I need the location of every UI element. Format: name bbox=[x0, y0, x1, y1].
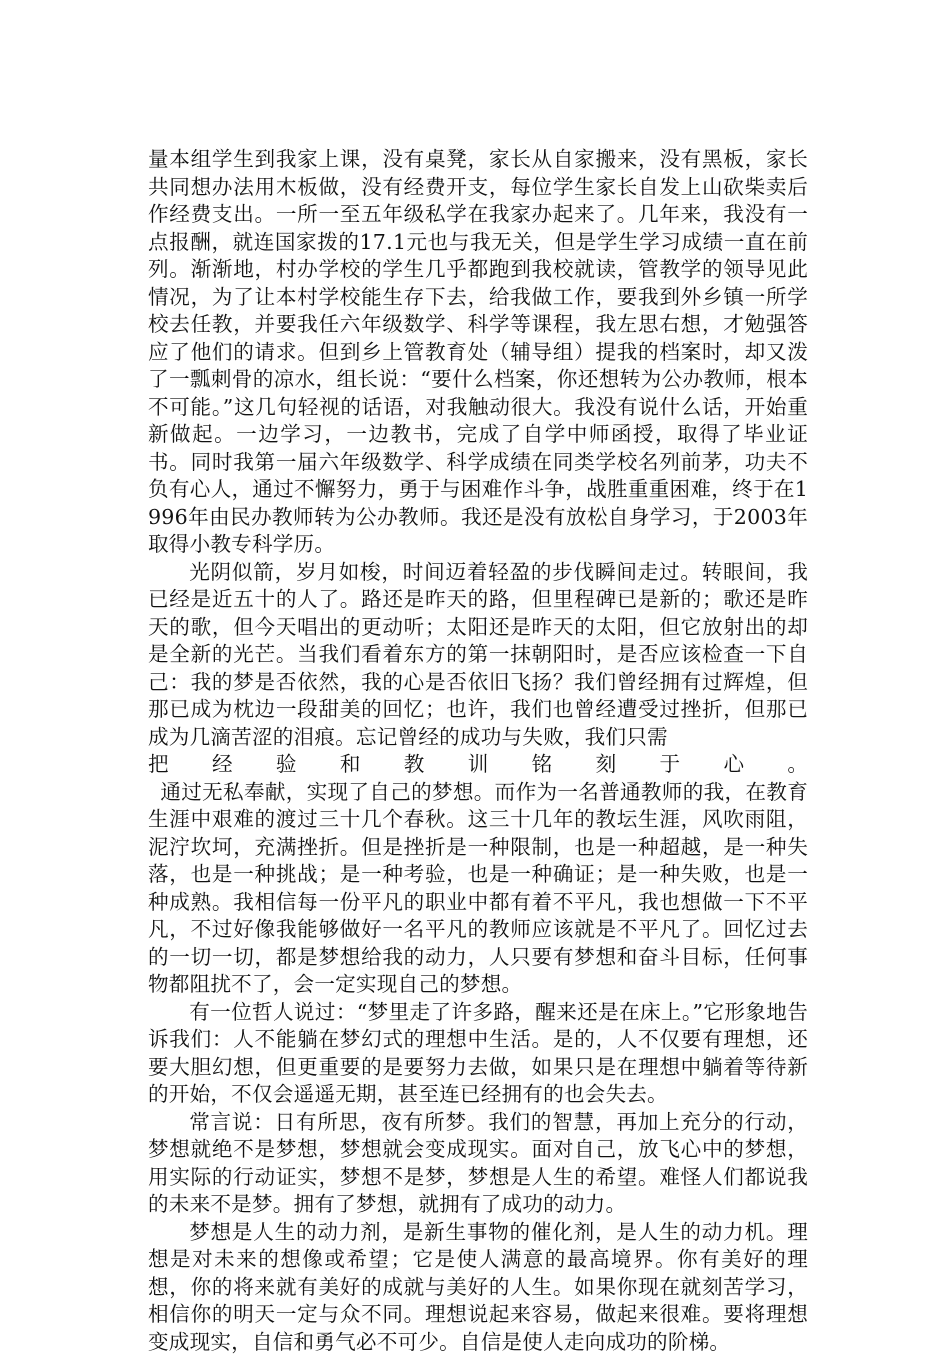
paragraph-6: 梦想是人生的动力剂，是新生事物的催化剂，是人生的动力机。理想是对未来的想像或希望；它是使人满意的最高境界。你有美好的理想，你的将来就有美好的成就与美好的人生。如果你现在就刻苦学习，相信你的明天一定与众不同。理想说起来容易，做起来很难。要将理想变成现实，自信和勇气必不可少。自信是使人走向成功的阶梯。 bbox=[148, 1219, 808, 1356]
paragraph-3: 通过无私奉献，实现了自己的梦想。而作为一名普通教师的我，在教育生涯中艰难的渡过三十几个春秋。这三十几年的教坛生涯，风吹雨阻，泥泞坎坷，充满挫折。但是挫折是一种限制，也是一种超越，是一种失落，也是一种挑战；是一种考验，也是一种确证；是一种失败，也是一种成熟。我相信每一份平凡的职业中都有着不平凡，我也想做一下不平凡，不过好像我能够做好一名平凡的教师应该就是不平凡了。回忆过去的一切一切，都是梦想给我的动力，人只要有梦想和奋斗目标，任何事物都阻扰不了，会一定实现自己的梦想。 bbox=[148, 779, 808, 999]
paragraph-5: 常言说：日有所思，夜有所梦。我们的智慧，再加上充分的行动，梦想就绝不是梦想，梦想就会变成现实。面对自己，放飞心中的梦想，用实际的行动证实，梦想不是梦，梦想是人生的希望。难怪人们都说我的未来不是梦。拥有了梦想，就拥有了成功的动力。 bbox=[148, 1109, 808, 1219]
paragraph-1: 量本组学生到我家上课，没有桌凳，家长从自家搬来，没有黑板，家长共同想办法用木板做，没有经费开支，每位学生家长自发上山砍柴卖后作经费支出。一所一至五年级私学在我家办起来了。几年来，我没有一点报酬，就连国家拨的17.1元也与我无关，但是学生学习成绩一直在前列。渐渐地，村办学校的学生几乎都跑到我校就读，管教学的领导见此情况，为了让本村学校能生存下去，给我做工作，要我到外乡镇一所学校去任教，并要我任六年级数学、科学等课程，我左思右想，才勉强答应了他们的请求。但到乡上管教育处（辅导组）提我的档案时，却又泼了一瓢刺骨的凉水，组长说：“要什么档案，你还想转为公办教师，根本不可能。”这几句轻视的话语，对我触动很大。我没有说什么话，开始重新做起。一边学习，一边教书，完成了自学中师函授，取得了毕业证书。同时我第一届六年级数学、科学成绩在同类学校名列前茅，功夫不负有心人，通过不懈努力，勇于与困难作斗争，战胜重重困难，终于在1996年由民办教师转为公办教师。我还是没有放松自身学习，于2003年取得小教专科学历。 bbox=[148, 146, 808, 559]
paragraph-2-last-line: 把经验和教训铭刻于心。 bbox=[148, 751, 808, 779]
paragraph-2: 光阴似箭，岁月如梭，时间迈着轻盈的步伐瞬间走过。转眼间，我已经是近五十的人了。路还是昨天的路，但里程碑已是新的；歌还是昨天的歌，但今天唱出的更动听；太阳还是昨天的太阳，但它放射出的却是全新的光芒。当我们看着东方的第一抹朝阳时，是否应该检查一下自己：我的梦是否依然，我的心是否依旧飞扬？我们曾经拥有过辉煌，但那已成为枕边一段甜美的回忆；也许，我们也曾经遭受过挫折，但那已成为几滴苦涩的泪痕。忘记曾经的成功与失败，我们只需 bbox=[148, 559, 808, 752]
document-page bbox=[148, 146, 808, 1356]
paragraph-4: 有一位哲人说过：“梦里走了许多路，醒来还是在床上。”它形象地告诉我们：人不能躺在梦幻式的理想中生活。是的，人不仅要有理想，还要大胆幻想，但更重要的是要努力去做，如果只是在理想中躺着等待新的开始，不仅会遥遥无期，甚至连已经拥有的也会失去。 bbox=[148, 999, 808, 1109]
